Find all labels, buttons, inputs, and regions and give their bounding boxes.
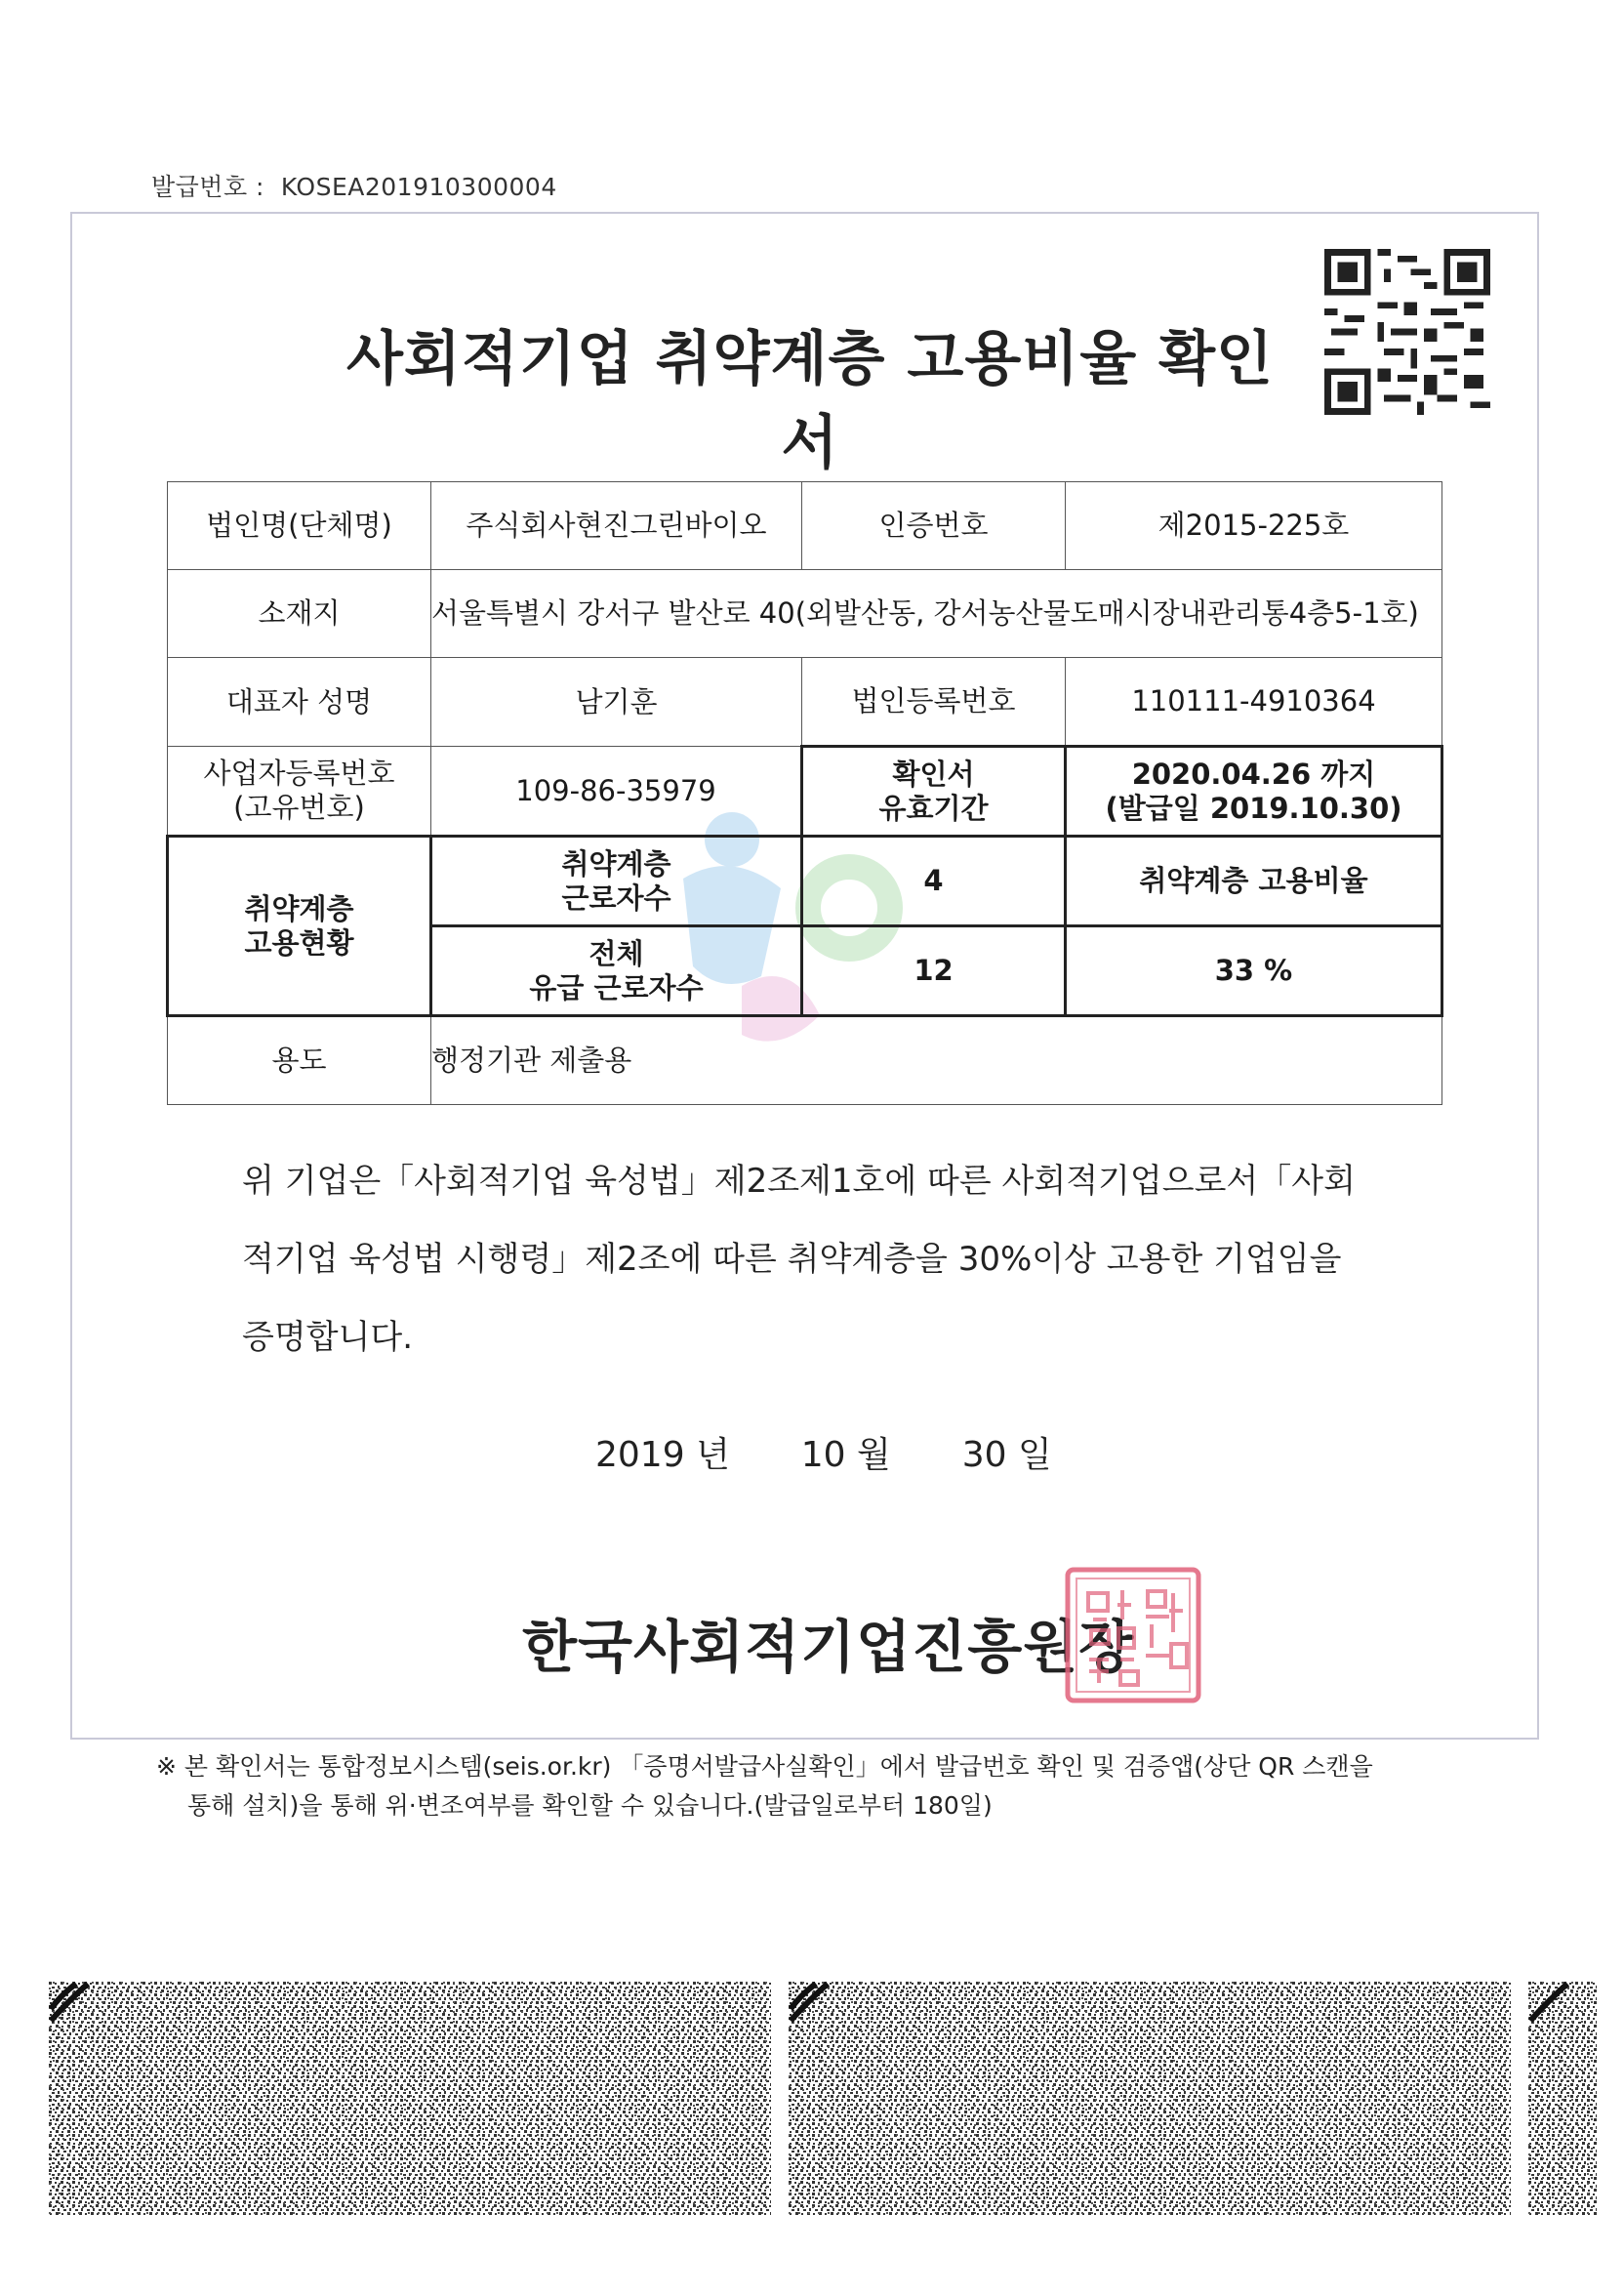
vulnerable-workers-label (431, 837, 802, 926)
validity-label-line1: 확인서 (892, 757, 975, 791)
total-label-line1: 전체 (589, 936, 644, 970)
biz-reg-value: 109-86-35979 (431, 747, 802, 837)
statement-line-2: 적기업 육성법 시행령」제2조에 따른 취약계층을 30%이상 고용한 기업임을 (242, 1240, 1342, 1279)
note-line-2: 통해 설치)을 통해 위·변조여부를 확인할 수 있습니다.(발급일로부터 180일) (187, 1791, 993, 1820)
vulnerable-workers-count: 4 (802, 837, 1066, 926)
biz-reg-label-line2: (고유번호) (233, 791, 365, 824)
info-table (166, 481, 1443, 1105)
employment-label-line1: 취약계층 (244, 891, 354, 925)
verification-barcode-icon (789, 1982, 1511, 2216)
validity-until: 2020.04.26 까지 (1131, 757, 1376, 791)
date-year-unit: 년 (696, 1435, 730, 1475)
statement-line-1: 위 기업은「사회적기업 육성법」제2조제1호에 따른 사회적기업으로서「사회 (242, 1162, 1356, 1201)
vulnerable-label-line1: 취약계층 (561, 846, 671, 881)
location-value: 서울특별시 강서구 발산로 40(외발산동, 강서농산물도매시장내관리통4층5-1호) (431, 570, 1442, 658)
verification-barcode-icon (49, 1982, 771, 2216)
date-day-unit: 일 (1017, 1435, 1052, 1475)
employment-ratio-value: 33 % (1066, 926, 1442, 1016)
table-row (168, 747, 1442, 837)
issue-number-value: KOSEA201910300004 (280, 173, 557, 201)
date-month-unit: 월 (857, 1435, 891, 1475)
employment-ratio-label: 취약계층 고용비율 (1066, 837, 1442, 926)
note-line-1: ※ 본 확인서는 통합정보시스템(seis.or.kr) 「증명서발급사실확인」에서 발급번호 확인 및 검증앱(상단 QR 스캔을 (156, 1752, 1373, 1781)
issuer-name: 한국사회적기업진흥원장 (522, 1614, 1135, 1680)
validity-label-line2: 유효기간 (878, 791, 989, 825)
vulnerable-label-line2: 근로자수 (561, 881, 671, 915)
statement-line-3: 증명합니다. (242, 1318, 414, 1357)
table-row (168, 658, 1442, 747)
date-year: 2019 (595, 1435, 685, 1475)
document-title: 사회적기업 취약계층 고용비율 확인서 (345, 325, 1275, 477)
employment-label-line2: 고용현황 (244, 925, 354, 960)
table-row (168, 570, 1442, 658)
official-seal-icon (1064, 1566, 1202, 1704)
ceo-label: 대표자 성명 (168, 658, 431, 747)
ceo-value: 남기훈 (431, 658, 802, 747)
qr-code-icon (1324, 249, 1490, 415)
date-month: 10 (800, 1435, 846, 1475)
corp-name-value: 주식회사현진그린바이오 (431, 482, 802, 570)
purpose-label: 용도 (168, 1016, 431, 1105)
date-day: 30 (961, 1435, 1007, 1475)
certification-statement (242, 1142, 1394, 1376)
cert-no-label: 인증번호 (802, 482, 1066, 570)
biz-reg-label-line1: 사업자등록번호 (203, 757, 395, 791)
corp-reg-value: 110111-4910364 (1066, 658, 1442, 747)
corp-reg-label: 법인등록번호 (802, 658, 1066, 747)
footer-note (156, 1747, 1474, 1825)
table-row (168, 1016, 1442, 1105)
table-row (168, 482, 1442, 570)
total-workers-label (431, 926, 802, 1016)
issue-number-label: 발급번호 : (151, 173, 264, 201)
employment-status-label (168, 837, 431, 1016)
biz-reg-label (168, 747, 431, 837)
validity-issued: (발급일 2019.10.30) (1105, 791, 1402, 825)
verification-barcode-icon (1528, 1982, 1597, 2216)
purpose-value: 행정기관 제출용 (431, 1016, 1442, 1105)
corp-name-label: 법인명(단체명) (168, 482, 431, 570)
cert-no-value: 제2015-225호 (1066, 482, 1442, 570)
issue-date (595, 1427, 1052, 1477)
table-row (168, 837, 1442, 926)
validity-value (1066, 747, 1442, 837)
validity-label (802, 747, 1066, 837)
total-label-line2: 유급 근로자수 (529, 970, 704, 1004)
total-workers-count: 12 (802, 926, 1066, 1016)
issue-number (151, 168, 557, 203)
location-label: 소재지 (168, 570, 431, 658)
